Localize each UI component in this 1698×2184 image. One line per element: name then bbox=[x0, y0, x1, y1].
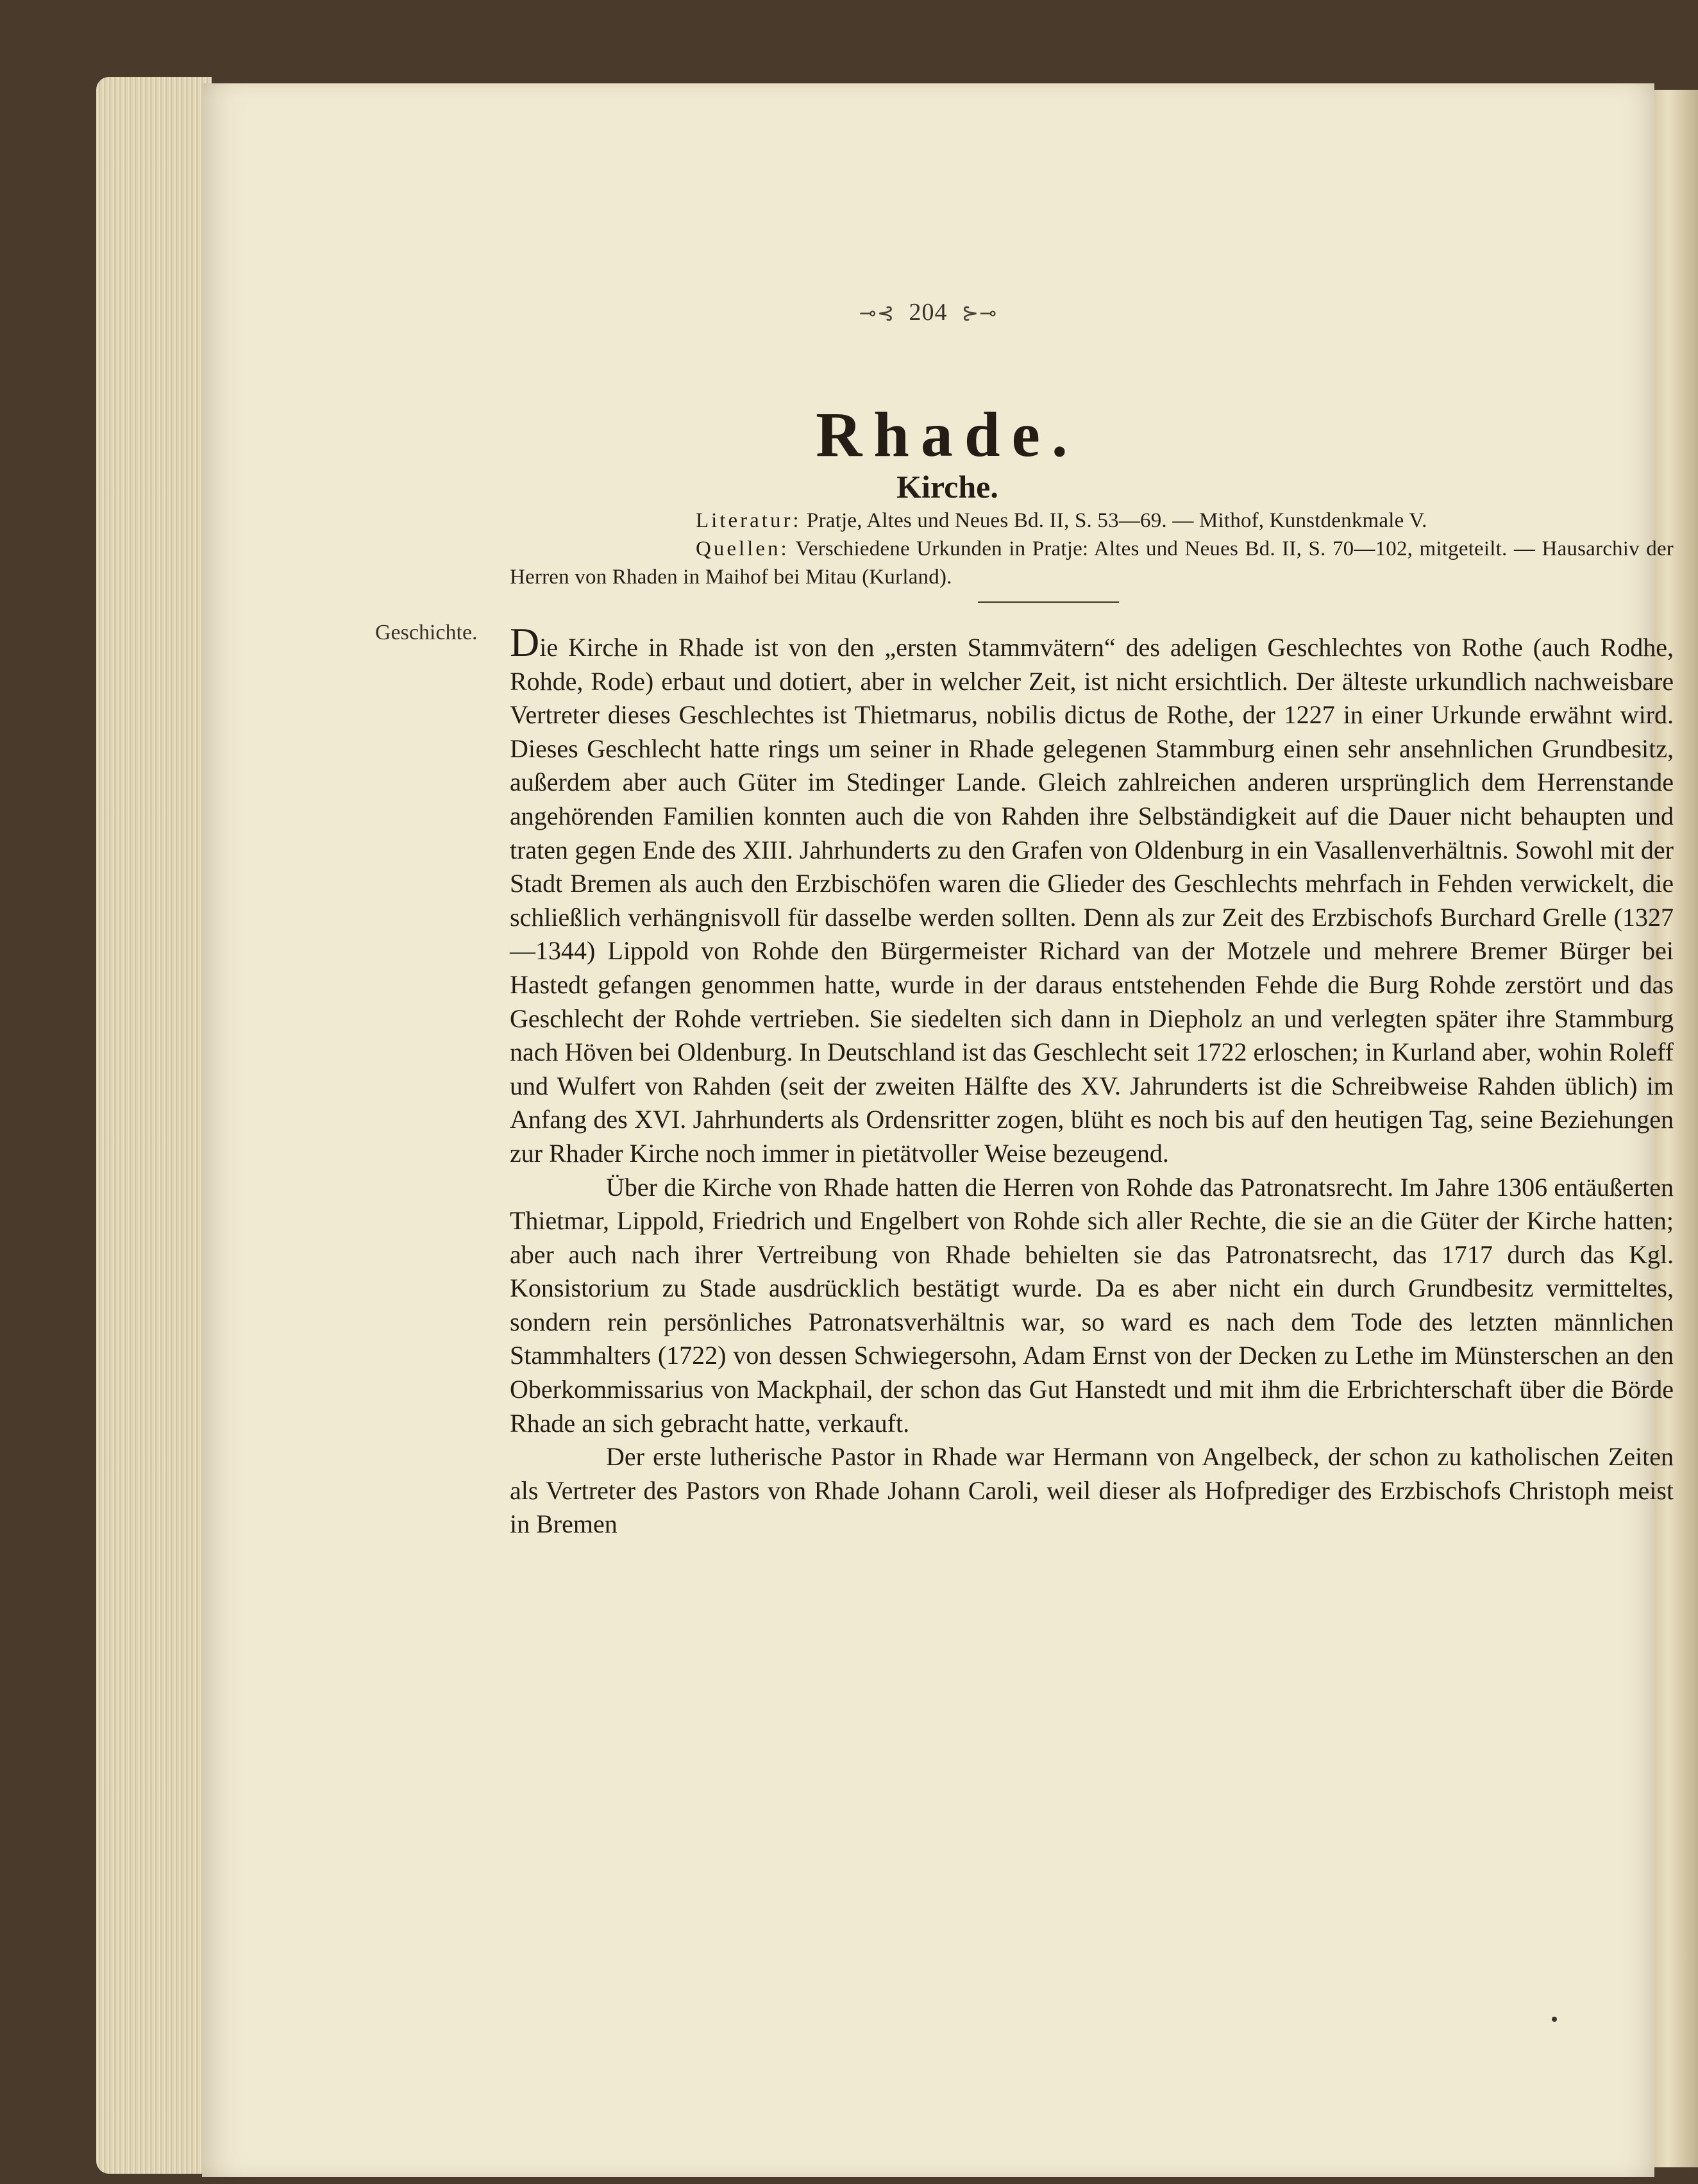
body-text bbox=[510, 619, 1674, 1541]
margin-note: Geschichte. bbox=[375, 621, 478, 644]
book-page-edges bbox=[96, 77, 212, 2174]
dropcap: D bbox=[510, 619, 540, 665]
page-title: Rhade. bbox=[816, 399, 1079, 470]
literature-entry bbox=[510, 507, 1674, 535]
page-header bbox=[202, 298, 1654, 326]
paragraph-3: Der erste lutherische Pastor in Rhade war Hermann von Angelbeck, der schon zu katholischen Zeiten als Vertreter des Pastors von Rhade Johann Caroli, weil dieser als Hofprediger des Erzbischofs Christoph meist in Bremen bbox=[510, 1442, 1674, 1539]
ornament-right-icon: ⊱⊸ bbox=[961, 301, 998, 324]
literature-text: Pratje, Altes und Neues Bd. II, S. 53—69. — Mithof, Kunstdenkmale V. bbox=[801, 509, 1427, 532]
ink-speck bbox=[1552, 2017, 1557, 2022]
bibliography bbox=[510, 507, 1674, 591]
paragraph-1-text: ie Kirche in Rhade ist von den „ersten Stammvätern“ des adeligen Geschlechtes von Rothe (auch Rodhe, Rohde, Rode) erbaut und dotiert, aber in welcher Zeit, ist nicht ersichtlich. Der älteste urkundlich nachweisbare Vertreter dieses Geschlechtes ist Thietmarus, nobilis dictus de Rothe, der 1227 in einer Urkunde erwähnt wird. Dieses Geschlecht hatte rings um seiner in Rhade gelegenen Stammburg einen sehr ansehnlichen Grundbesitz, außerdem aber auch Güter im Stedinger Lande. Gleich zahlreichen anderen ursprünglich dem Herrenstande angehörenden Familien konnten auch die von Rahden ihre Selbständigkeit auf die Dauer nicht behaupten und traten gegen Ende des XIII. Jahrhunderts zu den Grafen von Oldenburg in ein Vasallenverhältnis. Sowohl mit der Stadt Bremen als auch den Erzbischöfen waren die Glieder des Geschlechts mehrfach in Fehden verwickelt, die schließlich verhängnisvoll für dasselbe werden sollten. Denn als zur Zeit des Erzbischofs Burchard Grelle (1327—1344) Lippold von Rohde den Bürgermeister Richard van der Motzele und mehrere Bremer Bürger bei Hastedt gefangen genommen hatte, wurde in der daraus entstehenden Fehde die Burg Rohde zerstört und das Geschlecht der Rohde vertrieben. Sie siedelten sich dann in Diepholz an und verlegten später ihre Stammburg nach Höven bei Oldenburg. In Deutschland ist das Geschlecht seit 1722 erloschen; in Kurland aber, wohin Roleff und Wulfert von Rahden (seit der zweiten Hälfte des XV. Jahrunderts ist die Schreibweise Rahden üblich) im Anfang des XVI. Jahrhunderts als Ordensritter zogen, blüht es noch bis auf den heutigen Tag, seine Beziehungen zur Rhader Kirche noch immer in pietätvoller Weise bezeugend. bbox=[510, 633, 1674, 1168]
paragraph-2: Über die Kirche von Rhade hatten die Herren von Rohde das Patronatsrecht. Im Jahre 1306 entäußerten Thietmar, Lippold, Friedrich und Engelbert von Rohde sich aller Rechte, die sie an die Güter der Kirche hatten; aber auch nach ihrer Vertreibung von Rhade behielten sie das Patronatsrecht, das 1717 durch das Kgl. Konsistorium zu Stade ausdrücklich bestätigt wurde. Da es aber nicht ein durch Grundbesitz vermitteltes, sondern rein persönliches Patronatsverhältnis war, so ward es nach dem Tode des letzten männlichen Stammhalters (1722) von dessen Schwiegersohn, Adam Ernst von der Decken zu Lethe im Münsterschen an den Oberkommissarius von Mackphail, der schon das Gut Hanstedt und mit ihm die Erbrichterschaft über die Börde Rhade an sich gebracht hatte, verkauft. bbox=[510, 1172, 1674, 1438]
ornament-left-icon: ⊸⊰ bbox=[859, 301, 895, 324]
literature-label: Literatur: bbox=[696, 509, 802, 532]
page-subtitle: Kirche. bbox=[896, 469, 998, 505]
page-number: 204 bbox=[909, 299, 948, 326]
section-divider bbox=[978, 601, 1119, 603]
sources-label: Quellen: bbox=[696, 537, 789, 560]
sources-text: Verschiedene Urkunden in Pratje: Altes und Neues Bd. II, S. 70—102, mitgeteilt. — Hausarchiv der Herren von Rhaden in Maihof bei Mitau (Kurland). bbox=[510, 537, 1674, 589]
paragraph-1 bbox=[510, 619, 1674, 1171]
book-page bbox=[202, 83, 1674, 2177]
sources-entry bbox=[510, 535, 1674, 591]
